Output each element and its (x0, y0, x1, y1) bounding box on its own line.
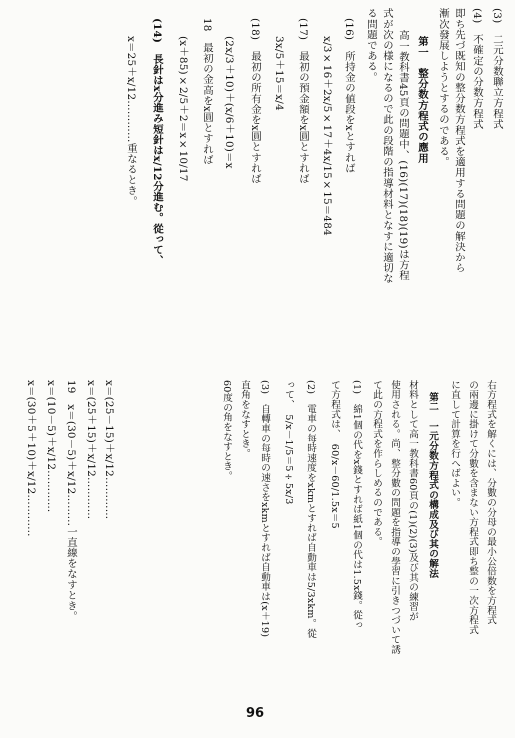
problem-18b: 18 最初の金高をx圓とすれば (201, 18, 213, 165)
equation-1: て方程式は、 60/x－60/1.5x＝5 (329, 380, 340, 529)
equation-14b: x＝(25＋15)＋x/12………… (85, 380, 97, 520)
text-column-d8: に直して計算を行へばよい。 (449, 380, 460, 508)
text-column-c8: る問題である。 (365, 8, 377, 83)
problem-2: (2) 電車の每時速度をxkmとすれば自動車は5/3xkm。從 (305, 380, 316, 639)
equation-16: x/3×16＋2x/5×17＋4x/15×15＝484 (321, 36, 333, 236)
text-column-c7: 式が次の様になるので此の段階の指導材料となすに適切な (381, 8, 393, 284)
section-heading-1: 第一 整分数方程式の應用 (416, 36, 428, 164)
equation-17: 3x/5＋15＝x/4 (273, 36, 285, 111)
equation-19c: x＝(30＋5＋10)＋x/12………… (25, 380, 37, 537)
text-column-d6: 右方程式を解くには、分數の分母の最小公倍数を方程式 (485, 380, 496, 625)
brace-note-2: 60度の角をなすとき。 (221, 380, 232, 481)
text-column-c6: 高一教科書45頁の問題中、(16)(17)(18)(19)は方程 (397, 30, 409, 281)
page-number: 96 (246, 706, 265, 721)
equation-19a: 19 x＝(30－5)＋x/12………一直線をなすとき。 (65, 380, 77, 622)
equation-14a: x＝(25－15)＋x/12………… (103, 380, 115, 520)
problem-18: (18) 最初の所有金をx圓とすれば (249, 18, 261, 184)
equation-18b: (x＋85)×2/5＋2＝x×10/17 (177, 36, 189, 182)
problem-16: (16) 所持金の値段をxとすれば (343, 18, 355, 174)
text-column-c4: 漸次發展しようとするのである。 (437, 8, 449, 167)
problem-17: (17) 最初の預金額をx圓とすれば (297, 18, 309, 184)
text-column-c1: (3) 二元分数聯立方程式 (491, 8, 503, 130)
equation-19b: x＝(10－5)＋x/12………… (45, 380, 57, 513)
problem-14: (14) 長針はx分進み短針はx/12分進む。從って、 (151, 18, 163, 266)
section-heading-2: 第二 一元分数方程式の構成及び其の解法 (427, 392, 438, 579)
text-column-d11: 使用される。尚、整分數の問題を指導の學習に引きつづいて誘 (389, 380, 400, 655)
text-column-d12: て此の方程式を作らしめるのである。 (371, 380, 382, 547)
problem-3: (3) 自轉車の每時の速さをxkmとすれば自動車は(x＋19) (259, 380, 270, 638)
text-column-c3: 即ち先づ既知の整分数方程式を適用する問題の解決から (453, 8, 465, 273)
text-column-d10: 材料として高一教科書60頁の(1)(2)(3)及び其の練習が (407, 380, 418, 622)
text-column-c2: (4) 不確定の分数方程式 (471, 8, 483, 130)
equation-18: (2x/3＋10)＋(x/6＋10)＝x (223, 36, 235, 169)
brace-note-1: 直角をなすとき。 (239, 380, 250, 459)
problem-1: (1) 綿1個の代をx錢とすれば紙1個の代は1.5x錢。從っ (351, 380, 362, 630)
text-column-d7: の兩邊に掛けて分數を含まない方程式即ち整の一次方程式 (467, 380, 478, 635)
equation-2: って、 5/x－1/5＝5÷5x/3 (283, 380, 294, 505)
equation-14: x＝25＋x/12…………重なるとき。 (125, 36, 137, 207)
